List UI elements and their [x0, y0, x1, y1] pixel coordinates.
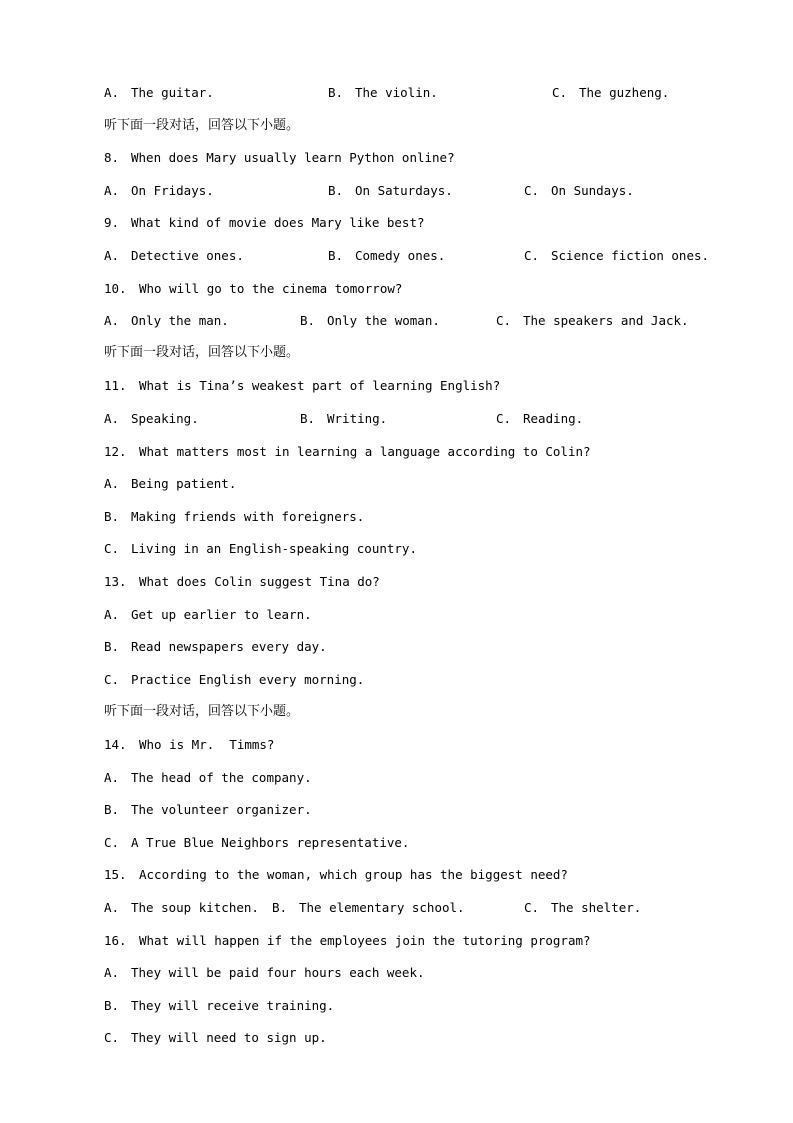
q15-options: [0, 900, 793, 916]
q9-options: [0, 248, 793, 264]
q13-option-a: A. Get up earlier to learn.: [104, 607, 312, 622]
q9-option-b: B. Comedy ones.: [328, 248, 446, 263]
q15-option-a: A. The soup kitchen.: [104, 900, 259, 915]
q12-option-b: B. Making friends with foreigners.: [104, 509, 365, 524]
q16-option-b: B. They will receive training.: [104, 998, 335, 1013]
q11-option-c: C. Reading.: [496, 411, 584, 426]
q14-option-b: B. The volunteer organizer.: [104, 802, 312, 817]
q7-options: [0, 85, 793, 101]
q10-option-b: B. Only the woman.: [300, 313, 440, 328]
q11-option-a: A. Speaking.: [104, 411, 199, 426]
q12-question: 12. What matters most in learning a language according to Colin?: [104, 444, 591, 459]
q11-option-b: B. Writing.: [300, 411, 388, 426]
q7-option-c: C. The guzheng.: [552, 85, 670, 100]
q13-question: 13. What does Colin suggest Tina do?: [104, 574, 380, 589]
section-instruction: 听下面一段对话，回答以下小题。: [104, 118, 300, 133]
q10-question: 10. Who will go to the cinema tomorrow?: [104, 281, 403, 296]
q12-option-a: A. Being patient.: [104, 476, 237, 491]
q10-option-a: A. Only the man.: [104, 313, 229, 328]
q8-question: 8. When does Mary usually learn Python online?: [104, 150, 455, 165]
q15-question: 15. According to the woman, which group has the biggest need?: [104, 867, 568, 882]
q11-question: 11. What is Tina’s weakest part of learning English?: [104, 378, 501, 393]
q11-options: [0, 411, 793, 427]
q13-option-b: B. Read newspapers every day.: [104, 639, 327, 654]
q9-option-a: A. Detective ones.: [104, 248, 244, 263]
q14-question: 14. Who is Mr. Timms?: [104, 737, 275, 752]
q7-option-a: A. The guitar.: [104, 85, 214, 100]
q12-option-c: C. Living in an English-speaking country.: [104, 541, 417, 556]
q14-option-c: C. A True Blue Neighbors representative.: [104, 835, 410, 850]
section-instruction: 听下面一段对话，回答以下小题。: [104, 704, 300, 719]
section-instruction: 听下面一段对话，回答以下小题。: [104, 345, 300, 360]
q8-option-c: C. On Sundays.: [524, 183, 634, 198]
q15-option-b: B. The elementary school.: [272, 900, 465, 915]
q15-option-c: C. The shelter.: [524, 900, 642, 915]
q10-options: [0, 313, 793, 329]
q9-option-c: C. Science fiction ones.: [524, 248, 710, 263]
q16-option-a: A. They will be paid four hours each week.: [104, 965, 425, 980]
q8-option-b: B. On Saturdays.: [328, 183, 453, 198]
q8-options: [0, 183, 793, 199]
q9-question: 9. What kind of movie does Mary like best?: [104, 215, 425, 230]
q14-option-a: A. The head of the company.: [104, 770, 312, 785]
q16-option-c: C. They will need to sign up.: [104, 1030, 327, 1045]
q7-option-b: B. The violin.: [328, 85, 438, 100]
q16-question: 16. What will happen if the employees join the tutoring program?: [104, 933, 591, 948]
q8-option-a: A. On Fridays.: [104, 183, 214, 198]
q13-option-c: C. Practice English every morning.: [104, 672, 365, 687]
q10-option-c: C. The speakers and Jack.: [496, 313, 689, 328]
